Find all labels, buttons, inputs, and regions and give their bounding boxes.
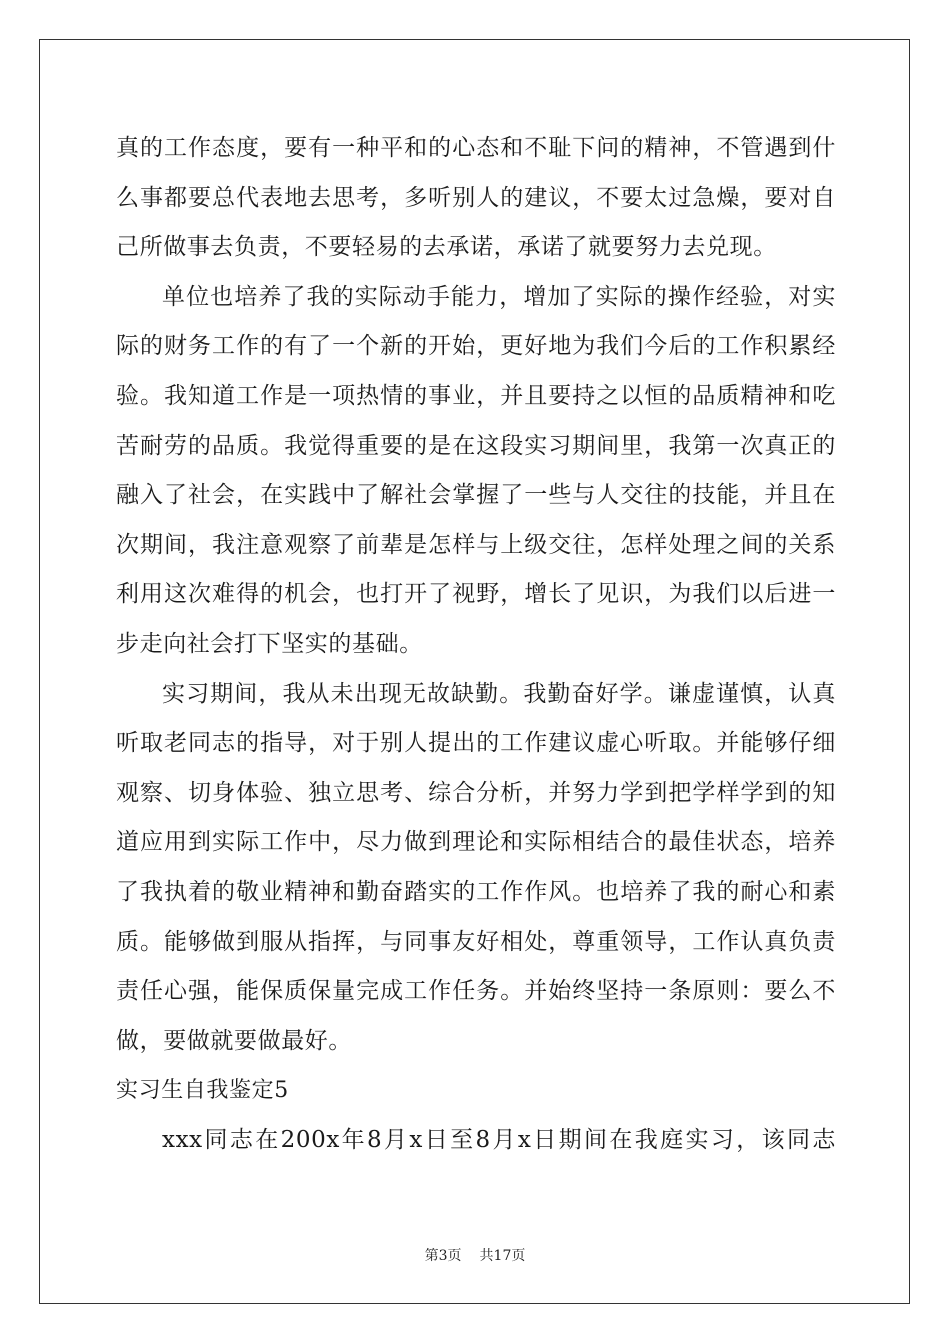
text-line: 融入了社会，在实践中了解社会掌握了一些与人交往的技能，并且在 <box>116 482 836 509</box>
text-line: 了我执着的敬业精神和勤奋踏实的工作作风。也培养了我的耐心和素 <box>116 878 836 905</box>
text-line: 么事都要总代表地去思考，多听别人的建议，不要太过急燥，要对自 <box>116 184 836 211</box>
text-line: 己所做事去负责，不要轻易的去承诺，承诺了就要努力去兑现。 <box>116 234 777 261</box>
text-line: 苦耐劳的品质。我觉得重要的是在这段实习期间里，我第一次真正的 <box>116 432 836 459</box>
text-line: 次期间，我注意观察了前辈是怎样与上级交往，怎样处理之间的关系 <box>116 531 836 558</box>
section-heading: 实习生自我鉴定5 <box>116 1078 289 1104</box>
paragraph-1 <box>116 124 836 273</box>
text-line: 利用这次难得的机会，也打开了视野，增长了见识，为我们以后进一 <box>116 581 836 608</box>
paragraph-3 <box>116 670 836 1067</box>
page-number: 第3页 <box>424 1248 462 1264</box>
text-line: 真的工作态度，要有一种平和的心态和不耻下问的精神，不管遇到什 <box>116 135 836 161</box>
text-line: 步走向社会打下坚实的基础。 <box>116 630 423 657</box>
text-line: 做，要做就要做最好。 <box>116 1027 352 1054</box>
text-line: 实习期间，我从未出现无故缺勤。我勤奋好学。谦虚谨慎，认真 <box>162 680 836 707</box>
paragraph-2 <box>116 273 836 670</box>
page-total: 共17页 <box>479 1248 526 1264</box>
text-line: 验。我知道工作是一项热情的事业，并且要持之以恒的品质精神和吃 <box>116 382 836 409</box>
text-line: 单位也培养了我的实际动手能力，增加了实际的操作经验，对实 <box>162 283 836 310</box>
text-line: 听取老同志的指导，对于别人提出的工作建议虚心听取。并能够仔细 <box>116 730 836 757</box>
text-line: 质。能够做到服从指挥，与同事友好相处，尊重领导，工作认真负责 <box>116 928 836 955</box>
document-body <box>116 124 836 1165</box>
text-line: xxx同志在200x年8月x日至8月x日期间在我庭实习，该同志 <box>162 1126 836 1153</box>
page-footer <box>0 1245 950 1265</box>
text-line: 责任心强，能保质保量完成工作任务。并始终坚持一条原则：要么不 <box>116 978 836 1005</box>
text-line: 际的财务工作的有了一个新的开始，更好地为我们今后的工作积累经 <box>116 333 836 360</box>
text-line: 观察、切身体验、独立思考、综合分析，并努力学到把学样学到的知 <box>116 779 836 806</box>
text-line: 道应用到实际工作中，尽力做到理论和实际相结合的最佳状态，培养 <box>116 829 836 856</box>
